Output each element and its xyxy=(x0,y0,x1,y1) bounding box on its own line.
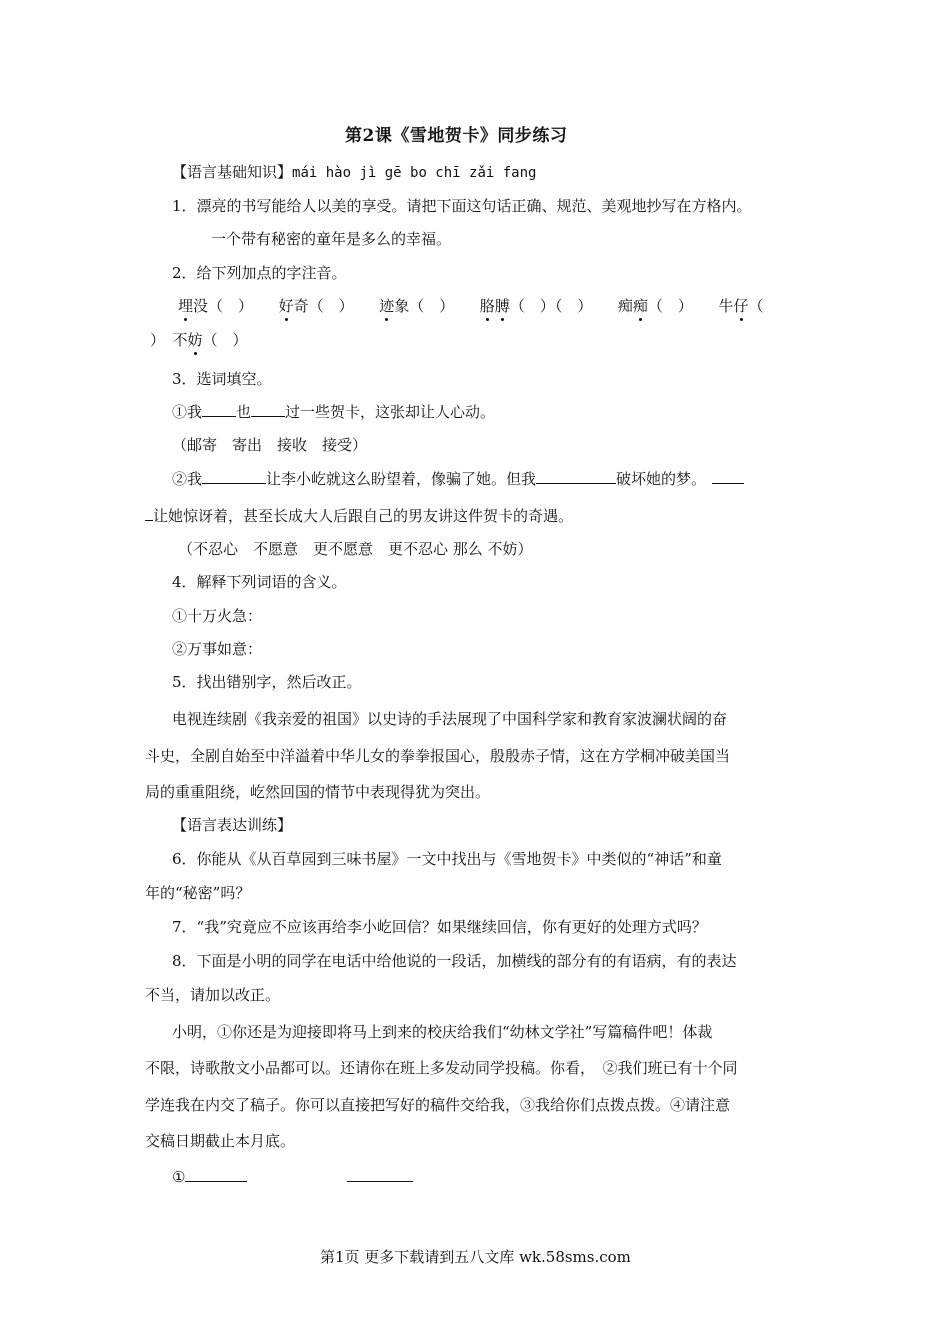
answer-blank[interactable] xyxy=(185,1167,247,1182)
question-8-answer-row: ① xyxy=(172,1167,413,1187)
word-item: 牛仔（ xyxy=(718,297,764,315)
question-3-options-2: （不忍心 不愿意 更不愿意 更不忍心 那么 不妨） xyxy=(178,540,533,558)
question-8: 8．下面是小明的同学在电话中给他说的一段话，加横线的部分有的有语病，有的表达 xyxy=(172,952,737,970)
question-6: 6．你能从《从百草园到三味书屋》一文中找出与《雪地贺卡》中类似的“神话”和童 xyxy=(172,850,722,868)
answer-blank[interactable] xyxy=(347,1167,413,1182)
page-title: 第2课《雪地贺卡》同步练习 xyxy=(345,126,568,146)
section-label-language-basics xyxy=(172,162,536,183)
question-1: 1．漂亮的书写能给人以美的享受。请把下面这句话正确、规范、美观地抄写在方格内。 xyxy=(172,197,752,215)
question-2-words xyxy=(178,296,764,316)
question-3-item-2-cont: 让她惊讶着，甚至长成大人后跟自己的男友讲这件贺卡的奇遇。 xyxy=(145,506,573,526)
question-7: 7．“我”究竟应不应该再给李小屹回信？如果继续回信，你有更好的处理方式吗？ xyxy=(172,918,707,936)
question-6-cont: 年的“秘密”吗？ xyxy=(145,884,251,902)
question-5-paragraph-line: 斗史，全剧自始至中洋溢着中华儿女的拳拳报国心，殷殷赤子情，这在方学桐冲破美国当 xyxy=(145,747,731,765)
question-8-cont: 不当，请加以改正。 xyxy=(145,986,281,1004)
question-4-item-1: ①十万火急： xyxy=(172,607,263,625)
page-footer: 第1页 更多下载请到五八文库 wk.58sms.com xyxy=(320,1248,631,1266)
word-item: 痴痴（ ） xyxy=(617,297,693,315)
question-1-sentence: 一个带有秘密的童年是多么的幸福。 xyxy=(211,230,452,248)
question-4-item-2: ②万事如意： xyxy=(172,640,263,658)
question-5: 5．找出错别字，然后改正。 xyxy=(172,673,362,691)
section-label-expression: 【语言表达训练】 xyxy=(172,816,293,834)
question-8-paragraph-line: 学连我在内交了稿子。你可以直接把写好的稿件交给我，③我给你们点拨点拨。④请注意 xyxy=(145,1096,731,1114)
question-3-item-1: ①我 也 过一些贺卡，这张却让人心动。 xyxy=(172,403,496,421)
word-item: 好奇（ ） xyxy=(278,297,354,315)
question-2: 2．给下列加点的字注音。 xyxy=(172,264,347,282)
section-label: 【语言基础知识】 xyxy=(172,163,293,181)
word-item: 埋没（ ） xyxy=(178,297,254,315)
question-8-paragraph-line: 不限，诗歌散文小品都可以。还请你在班上多发动同学投稿。你看， ②我们班已有十个同 xyxy=(145,1059,738,1077)
question-8-paragraph-line: 交稿日期截止本月底。 xyxy=(145,1132,296,1150)
pinyin-row: mái hào jì gē bo chī zǎi fang xyxy=(292,165,537,181)
question-2-words-cont: ） 不妨（ ） xyxy=(150,331,248,349)
question-3-options-1: （邮寄 寄出 接收 接受） xyxy=(172,436,368,454)
word-item: 迹象（ ） xyxy=(379,297,455,315)
question-5-paragraph-line: 局的重重阻绕，屹然回国的情节中表现得犹为突出。 xyxy=(145,783,491,801)
question-5-paragraph-line: 电视连续剧《我亲爱的祖国》以史诗的手法展现了中国科学家和教育家波澜状阔的奋 xyxy=(172,710,728,728)
question-4: 4．解释下列词语的含义。 xyxy=(172,573,347,591)
question-8-paragraph-line: 小明，①你还是为迎接即将马上到来的校庆给我们“幼林文学社”写篇稿件吧！体裁 xyxy=(172,1023,713,1041)
question-3: 3．选词填空。 xyxy=(172,370,272,388)
question-3-item-2: ②我 让李小屹就这么盼望着，像骗了她。但我 破坏她的梦。 xyxy=(172,469,744,489)
word-item: 胳膊（ ）（ ） xyxy=(479,297,593,315)
